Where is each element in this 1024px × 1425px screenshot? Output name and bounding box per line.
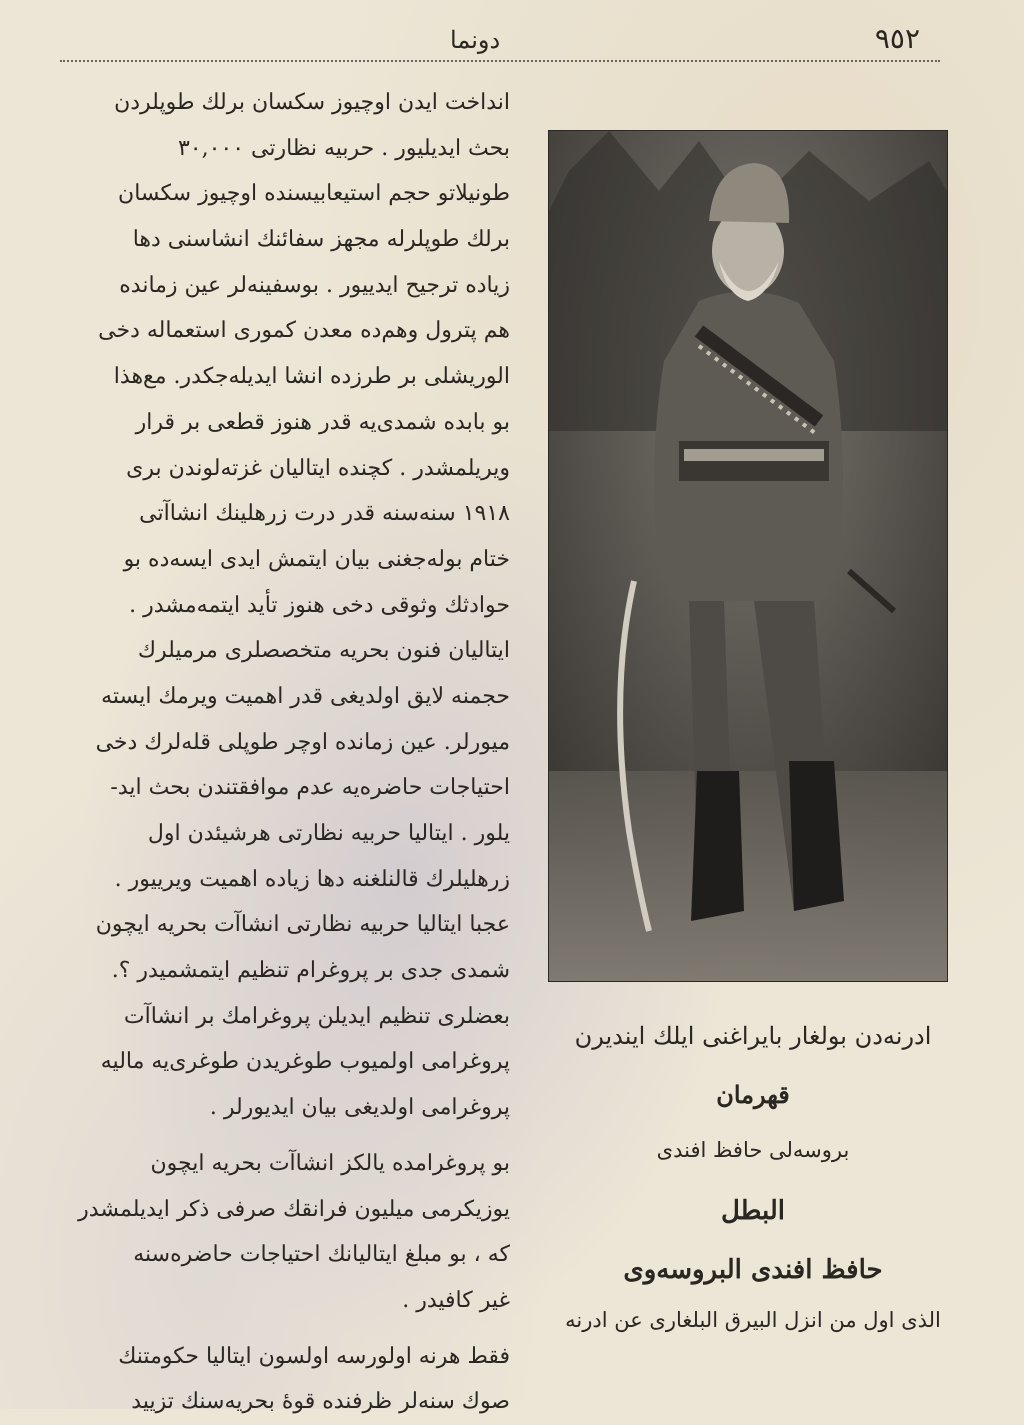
- text-line: میورلر. عین زمانده اوچر طوپلی قله‌لرك دخی: [95, 729, 510, 755]
- text-line: ١٩١٨ سنه‌سنه قدر درت زرهلینك انشاآتی: [139, 501, 510, 527]
- text-line: زیاده ترجیح ایدییور . بوسفینه‌لر عین زمانده: [119, 272, 510, 298]
- text-line: زرهلیلرك قالنلغنه دها زیاده اهمیت ویرییور .: [114, 866, 510, 892]
- text-line: صوك سنه‌لر ظرفنده قوهٔ بحریه‌سنك تزیید: [131, 1389, 510, 1415]
- text-line: فقط هرنه اولورسه اولسون ایتالیا حکومتنك: [118, 1343, 510, 1369]
- text-line: حوادثك وثوقی دخی هنوز تأید ایتمه‌مشدر .: [129, 592, 510, 618]
- text-line: یلور . ایتالیا حربیه نظارتی هرشیئدن اول: [147, 821, 510, 846]
- text-line: عجبا ایتالیا حربیه نظارتی انشاآت بحریه ایچون: [95, 912, 510, 938]
- text-line: احتیاجات حاضره‌یه عدم موافقتندن بحث اید-: [110, 775, 510, 801]
- caption-line: بروسه‌لی حافظ افندی: [656, 1138, 850, 1162]
- caption-line: الذی اول من انزل البیرق البلغاری عن ادرنه: [565, 1308, 941, 1332]
- portrait-illustration: [549, 131, 947, 981]
- paragraph-gap: [70, 1324, 510, 1334]
- text-line: بعضلری تنظیم ایدیلن پروغرامك بر انشاآت: [123, 1003, 510, 1029]
- text-line: ویریلمشدر . کچنده ایتالیان غزته‌لوندن بری: [126, 455, 510, 481]
- text-line: بو بابده شمدی‌یه قدر هنوز قطعی بر قرار: [135, 409, 510, 435]
- text-line: هم پترول وهم‌ده معدن کموری استعماله دخی: [98, 318, 510, 344]
- text-line: پروغرامی اولمیوب طوغریدن طوغری‌یه مالیه: [100, 1049, 510, 1075]
- page-header: [60, 14, 960, 62]
- caption-line: قهرمان: [716, 1080, 790, 1109]
- text-line: که ، بو مبلغ ایتالیانك احتیاجات حاضره‌سنه: [133, 1242, 510, 1268]
- caption-line: البطل: [720, 1196, 785, 1226]
- header-divider: [60, 60, 940, 62]
- text-line: بو پروغرامده یالکز انشاآت بحریه ایچون: [150, 1150, 510, 1176]
- text-line: الوریشلی بر طرزده انشا ایدیله‌جکدر. مع‌هذا: [113, 364, 510, 390]
- caption-line: ادرنه‌دن بولغار بایراغنی ایلك ایندیرن: [574, 1022, 932, 1050]
- paragraph-gap: [70, 1131, 510, 1141]
- text-line: ختام بوله‌جغنی بیان ایتمش ایدی ایسه‌ده بو: [123, 546, 510, 572]
- text-line: طونیلاتو حجم استیعابیسنده اوچیوز سکسان: [118, 181, 510, 207]
- article-body: [70, 80, 510, 1425]
- text-line: شمدی جدی بر پروغرام تنظیم ایتمشمیدر ؟.: [111, 958, 510, 984]
- text-line: برلك طوپلرله مجهز سفائنك انشاسنی دها: [132, 227, 510, 253]
- caption-line: حافظ افندی البروسه‌وی: [623, 1255, 883, 1285]
- portrait-photo: [548, 130, 948, 982]
- text-line: حجمنه لایق اولدیغی قدر اهمیت ویرمك ایسته‌: [101, 683, 510, 709]
- text-line: بحث ایدیلیور . حربیه نظارتی ٣٠,٠٠٠: [177, 135, 510, 161]
- text-line: غیر کافیدر .: [402, 1287, 510, 1313]
- page-number: ٩٥٢: [874, 22, 920, 55]
- running-title: دونما: [450, 26, 501, 54]
- text-line: انداخت ایدن اوچیوز سکسان برلك طوپلردن: [114, 90, 510, 115]
- text-line: ایتالیان فنون بحریه متخصصلری مرمیلرك: [137, 638, 510, 664]
- text-line: یوزیکرمی میلیون فرانقك صرفی ذکر ایدیلمشدر: [78, 1196, 510, 1222]
- text-line: پروغرامی اولدیغی بیان ایدیورلر .: [209, 1095, 510, 1121]
